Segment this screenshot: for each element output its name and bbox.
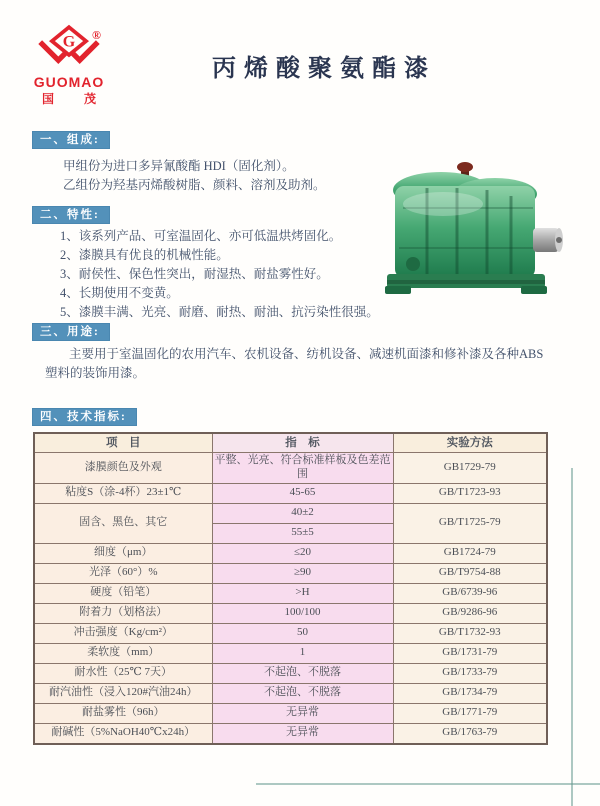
table-cell: 40±2 <box>212 503 393 523</box>
table-row <box>34 563 547 583</box>
uses-text <box>45 345 560 383</box>
table-row <box>34 503 547 523</box>
table-cell: 50 <box>212 623 393 643</box>
feature-item: 5、漆膜丰满、光亮、耐磨、耐热、耐油、抗污染性很强。 <box>60 305 379 319</box>
table-cell: 柔软度（mm） <box>34 643 212 663</box>
table-cell: 45-65 <box>212 483 393 503</box>
table-cell: 冲击强度（Kg/cm²） <box>34 623 212 643</box>
table-cell: 附着力（划格法） <box>34 603 212 623</box>
table-row <box>34 603 547 623</box>
table-cell: 硬度（铅笔） <box>34 583 212 603</box>
table-cell: 耐水性（25℃ 7天） <box>34 663 212 683</box>
table-cell: 耐碱性（5%NaOH40℃x24h） <box>34 723 212 744</box>
table-column-header: 实验方法 <box>393 433 547 453</box>
features-list <box>60 227 379 322</box>
registered-trademark-icon: ® <box>92 28 101 42</box>
page-title: 丙烯酸聚氨酯漆 <box>212 56 436 82</box>
table-row <box>34 453 547 484</box>
brand-name-cn: 国 茂 <box>41 92 105 106</box>
table-cell: GB/T9754-88 <box>393 563 547 583</box>
section-label-uses: 三、用途: <box>32 323 110 341</box>
brand-name-en: GUOMAO <box>33 74 105 90</box>
section-label-composition: 一、组成: <box>32 131 110 149</box>
feature-item: 2、漆膜具有优良的机械性能。 <box>60 248 229 262</box>
table-cell: GB/T1725-79 <box>393 503 547 543</box>
scan-artifact-horizontal-line <box>256 783 600 785</box>
table-row <box>34 663 547 683</box>
table-cell: GB/1734-79 <box>393 683 547 703</box>
technical-specs-table <box>33 432 548 745</box>
svg-text:G: G <box>62 33 76 51</box>
table-row <box>34 723 547 744</box>
table-cell: 不起泡、不脱落 <box>212 683 393 703</box>
table-cell: 100/100 <box>212 603 393 623</box>
table-row <box>34 683 547 703</box>
table-header-row <box>34 433 547 453</box>
table-row <box>34 643 547 663</box>
table-cell: 耐汽油性（浸入120#汽油24h） <box>34 683 212 703</box>
table-cell: GB/T1732-93 <box>393 623 547 643</box>
table-cell: ≤20 <box>212 543 393 563</box>
composition-line: 乙组份为羟基丙烯酸树脂、颜料、溶剂及助剂。 <box>63 177 326 192</box>
table-cell: 光泽（60°）% <box>34 563 212 583</box>
table-cell: GB1729-79 <box>393 453 547 484</box>
table-row <box>34 483 547 503</box>
table-row <box>34 543 547 563</box>
table-cell: GB/9286-96 <box>393 603 547 623</box>
composition-text <box>63 157 326 194</box>
uses-line: 塑料的装饰用漆。 <box>45 366 146 380</box>
gear-reducer-photo <box>383 152 563 307</box>
table-cell: 55±5 <box>212 523 393 543</box>
table-cell: 不起泡、不脱落 <box>212 663 393 683</box>
table-row <box>34 583 547 603</box>
uses-line: 主要用于室温固化的农用汽车、农机设备、纺机设备、减速机面漆和修补漆及各种ABS <box>69 347 544 361</box>
table-cell: GB/6739-96 <box>393 583 547 603</box>
table-cell: ≥90 <box>212 563 393 583</box>
table-cell: 粘度S（涂-4杯）23±1℃ <box>34 483 212 503</box>
table-column-header: 项 目 <box>34 433 212 453</box>
table-cell: >H <box>212 583 393 603</box>
feature-item: 1、该系列产品、可室温固化、亦可低温烘烤固化。 <box>60 229 342 243</box>
table-cell: 细度（μm） <box>34 543 212 563</box>
table-cell: GB/1733-79 <box>393 663 547 683</box>
table-cell: 无异常 <box>212 723 393 744</box>
table-cell: 耐盐雾性（96h） <box>34 703 212 723</box>
feature-item: 4、长期使用不变黄。 <box>60 286 179 300</box>
table-cell: GB/T1723-93 <box>393 483 547 503</box>
table-cell: GB/1763-79 <box>393 723 547 744</box>
section-label-specs: 四、技术指标: <box>32 408 137 426</box>
table-row <box>34 623 547 643</box>
table-cell: 漆膜颜色及外观 <box>34 453 212 484</box>
section-label-features: 二、特性: <box>32 206 110 224</box>
table-column-header: 指 标 <box>212 433 393 453</box>
table-cell: GB1724-79 <box>393 543 547 563</box>
table-cell: 无异常 <box>212 703 393 723</box>
table-cell: 固含、黑色、其它 <box>34 503 212 543</box>
table-cell: 1 <box>212 643 393 663</box>
composition-line: 甲组份为进口多异氰酸酯 HDI（固化剂）。 <box>63 159 295 173</box>
table-cell: GB/1731-79 <box>393 643 547 663</box>
table-cell: 平整、光亮、符合标准样板及色差范围 <box>212 453 393 484</box>
table-cell: GB/1771-79 <box>393 703 547 723</box>
feature-item: 3、耐侯性、保色性突出，耐湿热、耐盐雾性好。 <box>60 267 329 281</box>
scan-artifact-vertical-line <box>571 468 573 806</box>
table-row <box>34 703 547 723</box>
